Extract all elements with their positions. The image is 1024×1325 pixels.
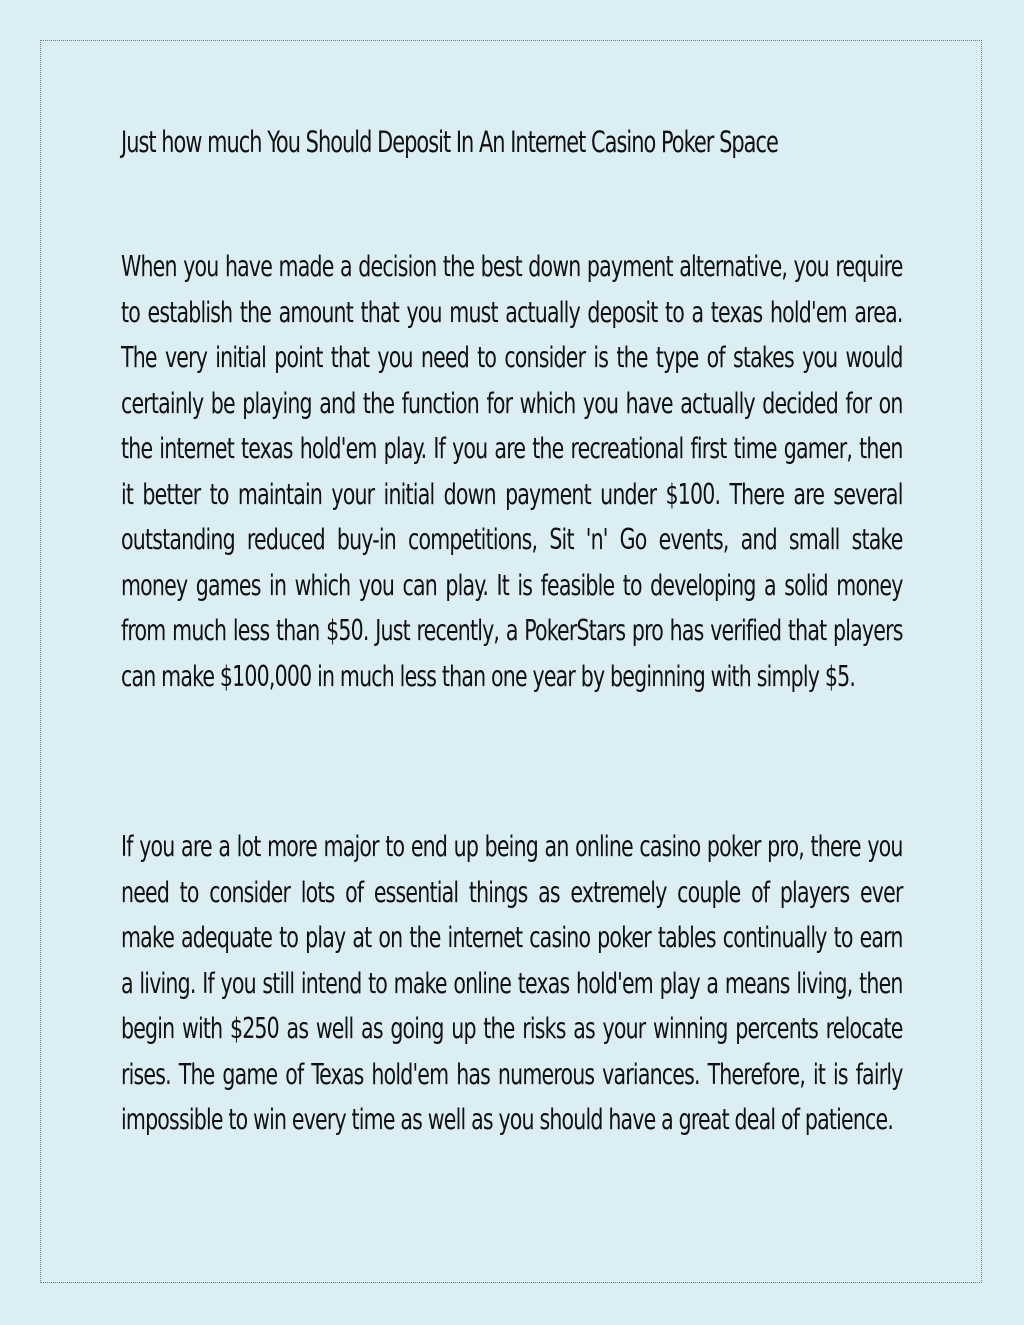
document-title: Just how much You Should Deposit In An Internet Casino Poker Space: [121, 125, 778, 159]
paragraph-1: When you have made a decision the best down payment alternative, you require to establish the amount that you must actually deposit to a texas hold'em area. The very initial point that you need to consider is the type of stakes you would certainly be playing and the function for which you have actually decided for on the internet texas hold'em play. If you are the recreational first time gamer, then it better to maintain your initial down payment under $100. There are several outstanding reduced buy-in competitions, Sit 'n' Go events, and small stake money games in which you can play. It is feasible to developing a solid money from much less than $50. Just recently, a PokerStars pro has verified that players can make $100,000 in much less than one year by beginning with simply $5.: [121, 250, 903, 693]
paragraph-2: If you are a lot more major to end up being an online casino poker pro, there you need to consider lots of essential things as extremely couple of players ever make adequate to play at on the internet casino poker tables continually to earn a living. If you still intend to make online texas hold'em play a means living, then begin with $250 as well as going up the risks as your winning percents relocate rises. The game of Texas hold'em has numerous variances. Therefore, it is fairly impossible to win every time as well as you should have a great deal of patience.: [121, 830, 903, 1136]
